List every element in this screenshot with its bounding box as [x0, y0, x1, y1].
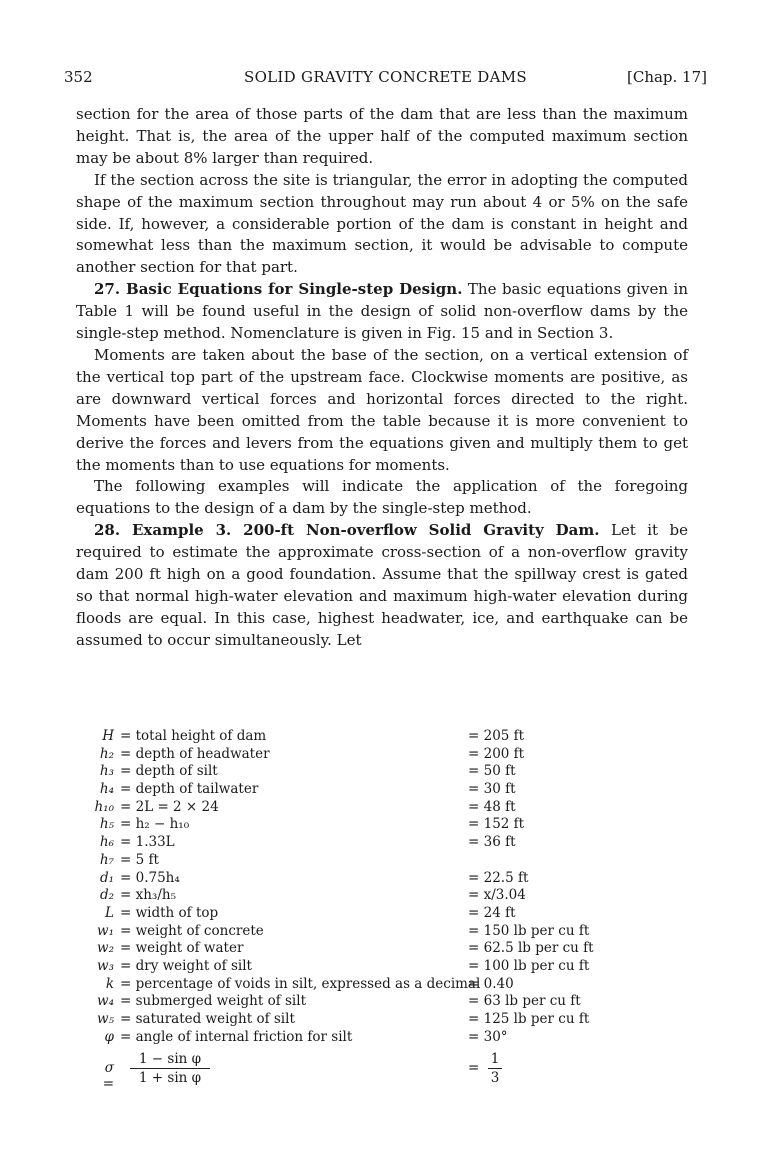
- definition-row: [90, 940, 650, 958]
- paragraph-text: The basic equations given in Table 1 will be found useful in the design of solid non-overflow dams by the single-step method. Nomenclature is given in Fig. 15 and in Section 3.: [76, 280, 688, 343]
- description: = 2L = 2 × 24: [120, 798, 219, 815]
- value: = 36 ft: [468, 834, 516, 851]
- denominator: 3: [488, 1068, 502, 1087]
- body-text: [76, 104, 688, 652]
- definition-row: [90, 870, 650, 888]
- symbol: d₁: [99, 869, 114, 886]
- value: = 30 ft: [468, 781, 516, 798]
- symbol: w₂: [97, 940, 114, 957]
- description: = depth of tailwater: [120, 781, 259, 798]
- running-header: [64, 68, 707, 90]
- paragraph: [76, 520, 688, 651]
- definition-row: [90, 746, 650, 764]
- symbol: φ: [104, 1028, 114, 1045]
- section-heading: 27. Basic Equations for Single-step Design.: [94, 280, 463, 299]
- definition-row: [90, 958, 650, 976]
- definition-row: [90, 923, 650, 941]
- definition-row: [90, 1011, 650, 1029]
- symbol: w₁: [97, 922, 114, 939]
- numerator: 1: [490, 1051, 500, 1068]
- page-number: 352: [64, 68, 93, 86]
- value: = 62.5 lb per cu ft: [468, 940, 594, 957]
- symbol: h₂: [99, 745, 114, 762]
- symbol: L: [105, 904, 114, 921]
- definition-row: [90, 816, 650, 834]
- description: = depth of silt: [120, 763, 218, 780]
- paragraph: section for the area of those parts of the dam that are less than the maximum height. That is, the area of the upper half of the computed maximum section may be about 8% larger than required.: [76, 105, 688, 167]
- symbol: d₂: [99, 887, 114, 904]
- description: = angle of internal friction for silt: [120, 1028, 353, 1045]
- definition-row: [90, 781, 650, 799]
- value: = 200 ft: [468, 745, 525, 762]
- paragraph: The following examples will indicate the application of the foregoing equations to the design of a dam by the single-step method.: [76, 477, 688, 518]
- description: = 5 ft: [120, 851, 159, 868]
- paragraph: Moments are taken about the base of the section, on a vertical extension of the vertical top part of the upstream face. Clockwise moments are positive, as are downward vertical forces and horizontal forces directed to the right. Moments have been omitted from the table because it is more convenient to derive the forces and levers from the equations given and multiply them to get the moments than to use equations for moments.: [76, 345, 688, 474]
- symbol: h₅: [99, 816, 114, 833]
- symbol: w₃: [97, 957, 114, 974]
- numerator: 1 − sin φ: [138, 1051, 202, 1068]
- value: = 30°: [468, 1028, 508, 1045]
- symbol: h₆: [99, 834, 114, 851]
- symbol: σ: [104, 1060, 114, 1077]
- value: = 150 lb per cu ft: [468, 922, 590, 939]
- paragraph: [76, 279, 688, 345]
- definition-row: [90, 887, 650, 905]
- definitions-list: [90, 728, 650, 1093]
- definition-row: [90, 763, 650, 781]
- symbol: h₇: [99, 851, 114, 868]
- description: = h₂ − h₁₀: [120, 816, 190, 833]
- symbol: h₄: [99, 781, 114, 798]
- paragraph: If the section across the site is triangular, the error in adopting the computed shape of the maximum section throughout may run about 4 or 5% on the safe side. If, however, a considerable portion of the dam is constant in height and somewhat less than the maximum section, it would be advisable to compute another section for that part.: [76, 170, 688, 277]
- symbol: H: [102, 728, 114, 744]
- value: = 50 ft: [468, 763, 516, 780]
- definition-row: [90, 799, 650, 817]
- definition-row: [90, 834, 650, 852]
- symbol: h₁₀: [94, 798, 114, 815]
- description: = total height of dam: [120, 728, 267, 744]
- definition-row: [90, 728, 650, 746]
- description: = weight of concrete: [120, 922, 264, 939]
- value: = 22.5 ft: [468, 869, 529, 886]
- definition-row: [90, 905, 650, 923]
- description: = 1.33L: [120, 834, 175, 851]
- paragraph-text: Let it be required to estimate the approximate cross-section of a non-overflow gravity dam 200 ft high on a good foundation. Assume that the spillway crest is gated so that normal high-water elevation and maximum high-water elevation during floods are equal. In this case, highest headwater, ice, and earthquake can be assumed to occur simultaneously. Let: [76, 521, 688, 649]
- sigma-value: [488, 1050, 502, 1087]
- value: = 100 lb per cu ft: [468, 957, 590, 974]
- description: = xh₃/h₅: [120, 887, 176, 904]
- description: = weight of water: [120, 940, 244, 957]
- equals-sign: =: [102, 1076, 114, 1093]
- value: = 0.40: [468, 975, 514, 992]
- denominator: 1 + sin φ: [130, 1068, 210, 1087]
- description: = percentage of voids in silt, expressed as a decimal: [120, 975, 481, 992]
- section-heading: 28. Example 3. 200-ft Non-overflow Solid Gravity Dam.: [94, 521, 600, 540]
- symbol: w₄: [97, 993, 114, 1010]
- sigma-fraction: [130, 1050, 210, 1087]
- definition-row: [90, 852, 650, 870]
- value: = x/3.04: [468, 887, 526, 904]
- sigma-symbol: [90, 1060, 114, 1092]
- description: = depth of headwater: [120, 745, 270, 762]
- value: = 152 ft: [468, 816, 525, 833]
- value: = 125 lb per cu ft: [468, 1011, 590, 1027]
- symbol: h₃: [99, 763, 114, 780]
- running-title: SOLID GRAVITY CONCRETE DAMS: [244, 68, 527, 86]
- value: = 48 ft: [468, 798, 516, 815]
- definition-row: [90, 993, 650, 1011]
- sigma-definition: [90, 1050, 650, 1093]
- definition-row: [90, 1029, 650, 1047]
- symbol: k: [105, 975, 114, 992]
- equals-sign: =: [468, 1060, 480, 1077]
- description: = saturated weight of silt: [120, 1011, 295, 1027]
- description: = 0.75h₄: [120, 869, 180, 886]
- definition-row: [90, 976, 650, 994]
- symbol: w₅: [97, 1011, 114, 1027]
- description: = dry weight of silt: [120, 957, 252, 974]
- value: = 63 lb per cu ft: [468, 993, 581, 1010]
- value: = 24 ft: [468, 904, 516, 921]
- chapter-label: [Chap. 17]: [626, 68, 707, 86]
- description: = width of top: [120, 904, 219, 921]
- description: = submerged weight of silt: [120, 993, 306, 1010]
- value: = 205 ft: [468, 728, 525, 744]
